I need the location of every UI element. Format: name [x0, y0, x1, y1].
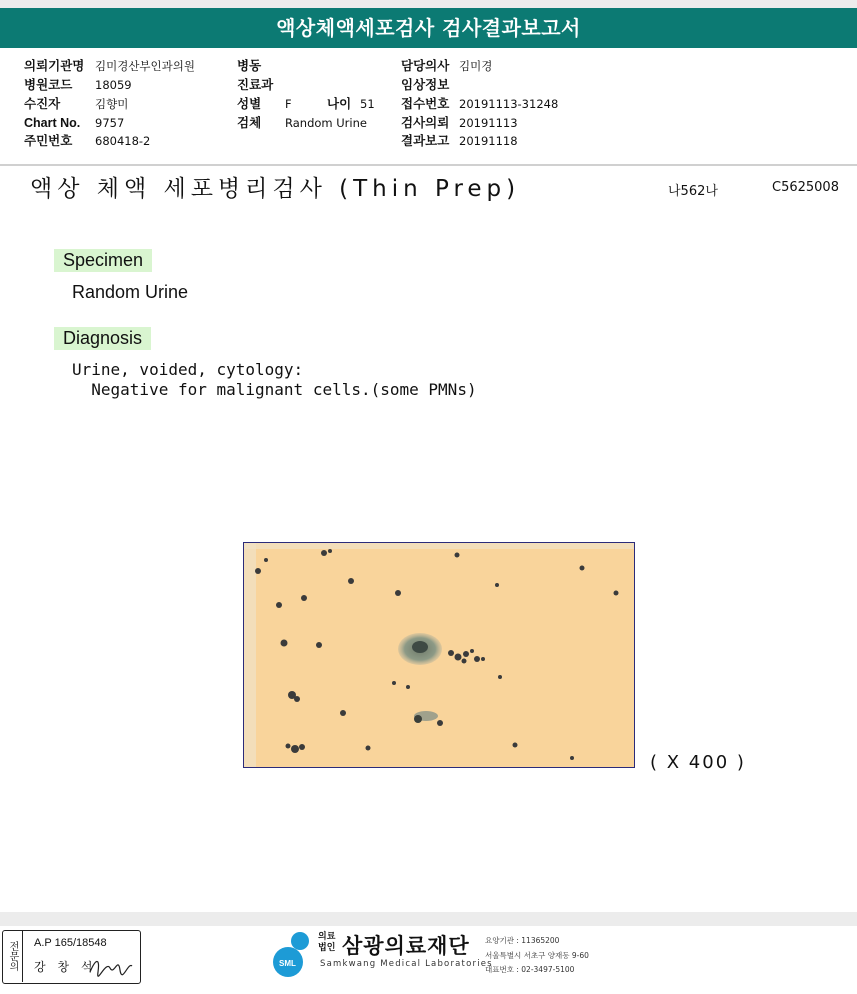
info-label: 병원코드	[24, 78, 73, 92]
info-value: 김미경	[459, 59, 493, 73]
specimen-heading: Specimen	[54, 249, 152, 272]
top-strip	[0, 0, 857, 8]
signer-name: 강 창 석	[34, 960, 97, 974]
cytology-image	[243, 542, 635, 768]
info-label: 검사의뢰	[401, 116, 450, 130]
info-value: 18059	[95, 78, 132, 92]
logo-info-line: 요양기관 : 11365200	[485, 936, 560, 945]
patient-info	[0, 57, 857, 157]
logo-name: 삼광의료재단	[342, 934, 470, 958]
info-value: 680418-2	[95, 134, 151, 148]
logo-prefix: 의료 법인	[318, 932, 336, 953]
info-value: 20191113	[459, 116, 518, 130]
signature-image	[88, 954, 134, 978]
info-value: 김향미	[95, 97, 129, 111]
report-title: 액상체액세포검사 검사결과보고서	[0, 8, 857, 48]
info-label: 결과보고	[401, 134, 450, 148]
specimen-value: Random Urine	[72, 282, 189, 302]
info-label: 임상정보	[401, 78, 450, 92]
info-label: 진료과	[237, 78, 274, 92]
info-label: Chart No.	[24, 116, 81, 130]
info-label: 수진자	[24, 97, 61, 111]
diagnosis-line: Negative for malignant cells.(some PMNs)	[72, 380, 477, 399]
diagnosis-heading: Diagnosis	[54, 327, 151, 350]
specimen-code: C5625008	[772, 180, 839, 195]
info-label: 접수번호	[401, 97, 450, 111]
info-label: 의뢰기관명	[24, 59, 85, 73]
info-value: 51	[360, 97, 375, 111]
info-label: 성별	[237, 97, 262, 111]
info-label: 나이	[327, 97, 352, 111]
exam-code: 나562나	[668, 184, 718, 199]
info-value: Random Urine	[285, 116, 367, 130]
signer-role: 전문의	[2, 930, 23, 982]
exam-title: 액상 체액 세포병리검사 (Thin Prep)	[30, 176, 521, 202]
info-value: 20191113-31248	[459, 97, 559, 111]
info-value: 20191118	[459, 134, 518, 148]
sml-logo-icon	[270, 930, 316, 978]
info-label: 검체	[237, 116, 262, 130]
info-label: 병동	[237, 59, 262, 73]
info-value: F	[285, 97, 292, 111]
logo-badge-text: SML	[279, 959, 296, 968]
magnification-label: ( X 400 )	[650, 752, 746, 773]
info-value: 9757	[95, 116, 125, 130]
logo-info-line: 대표번호 : 02-3497-5100	[485, 965, 575, 974]
logo-english: Samkwang Medical Laboratories	[320, 959, 493, 969]
micrograph-svg	[244, 543, 634, 767]
info-value: 김미경산부인과의원	[95, 59, 195, 73]
info-label: 주민번호	[24, 134, 73, 148]
logo-info-line: 서울특별시 서초구 양재동 9-60	[485, 951, 589, 960]
diagnosis-line: Urine, voided, cytology:	[72, 360, 304, 379]
divider	[0, 164, 857, 166]
footer-strip	[0, 912, 857, 926]
ap-number: A.P 165/18548	[34, 937, 107, 949]
info-label: 담당의사	[401, 59, 450, 73]
